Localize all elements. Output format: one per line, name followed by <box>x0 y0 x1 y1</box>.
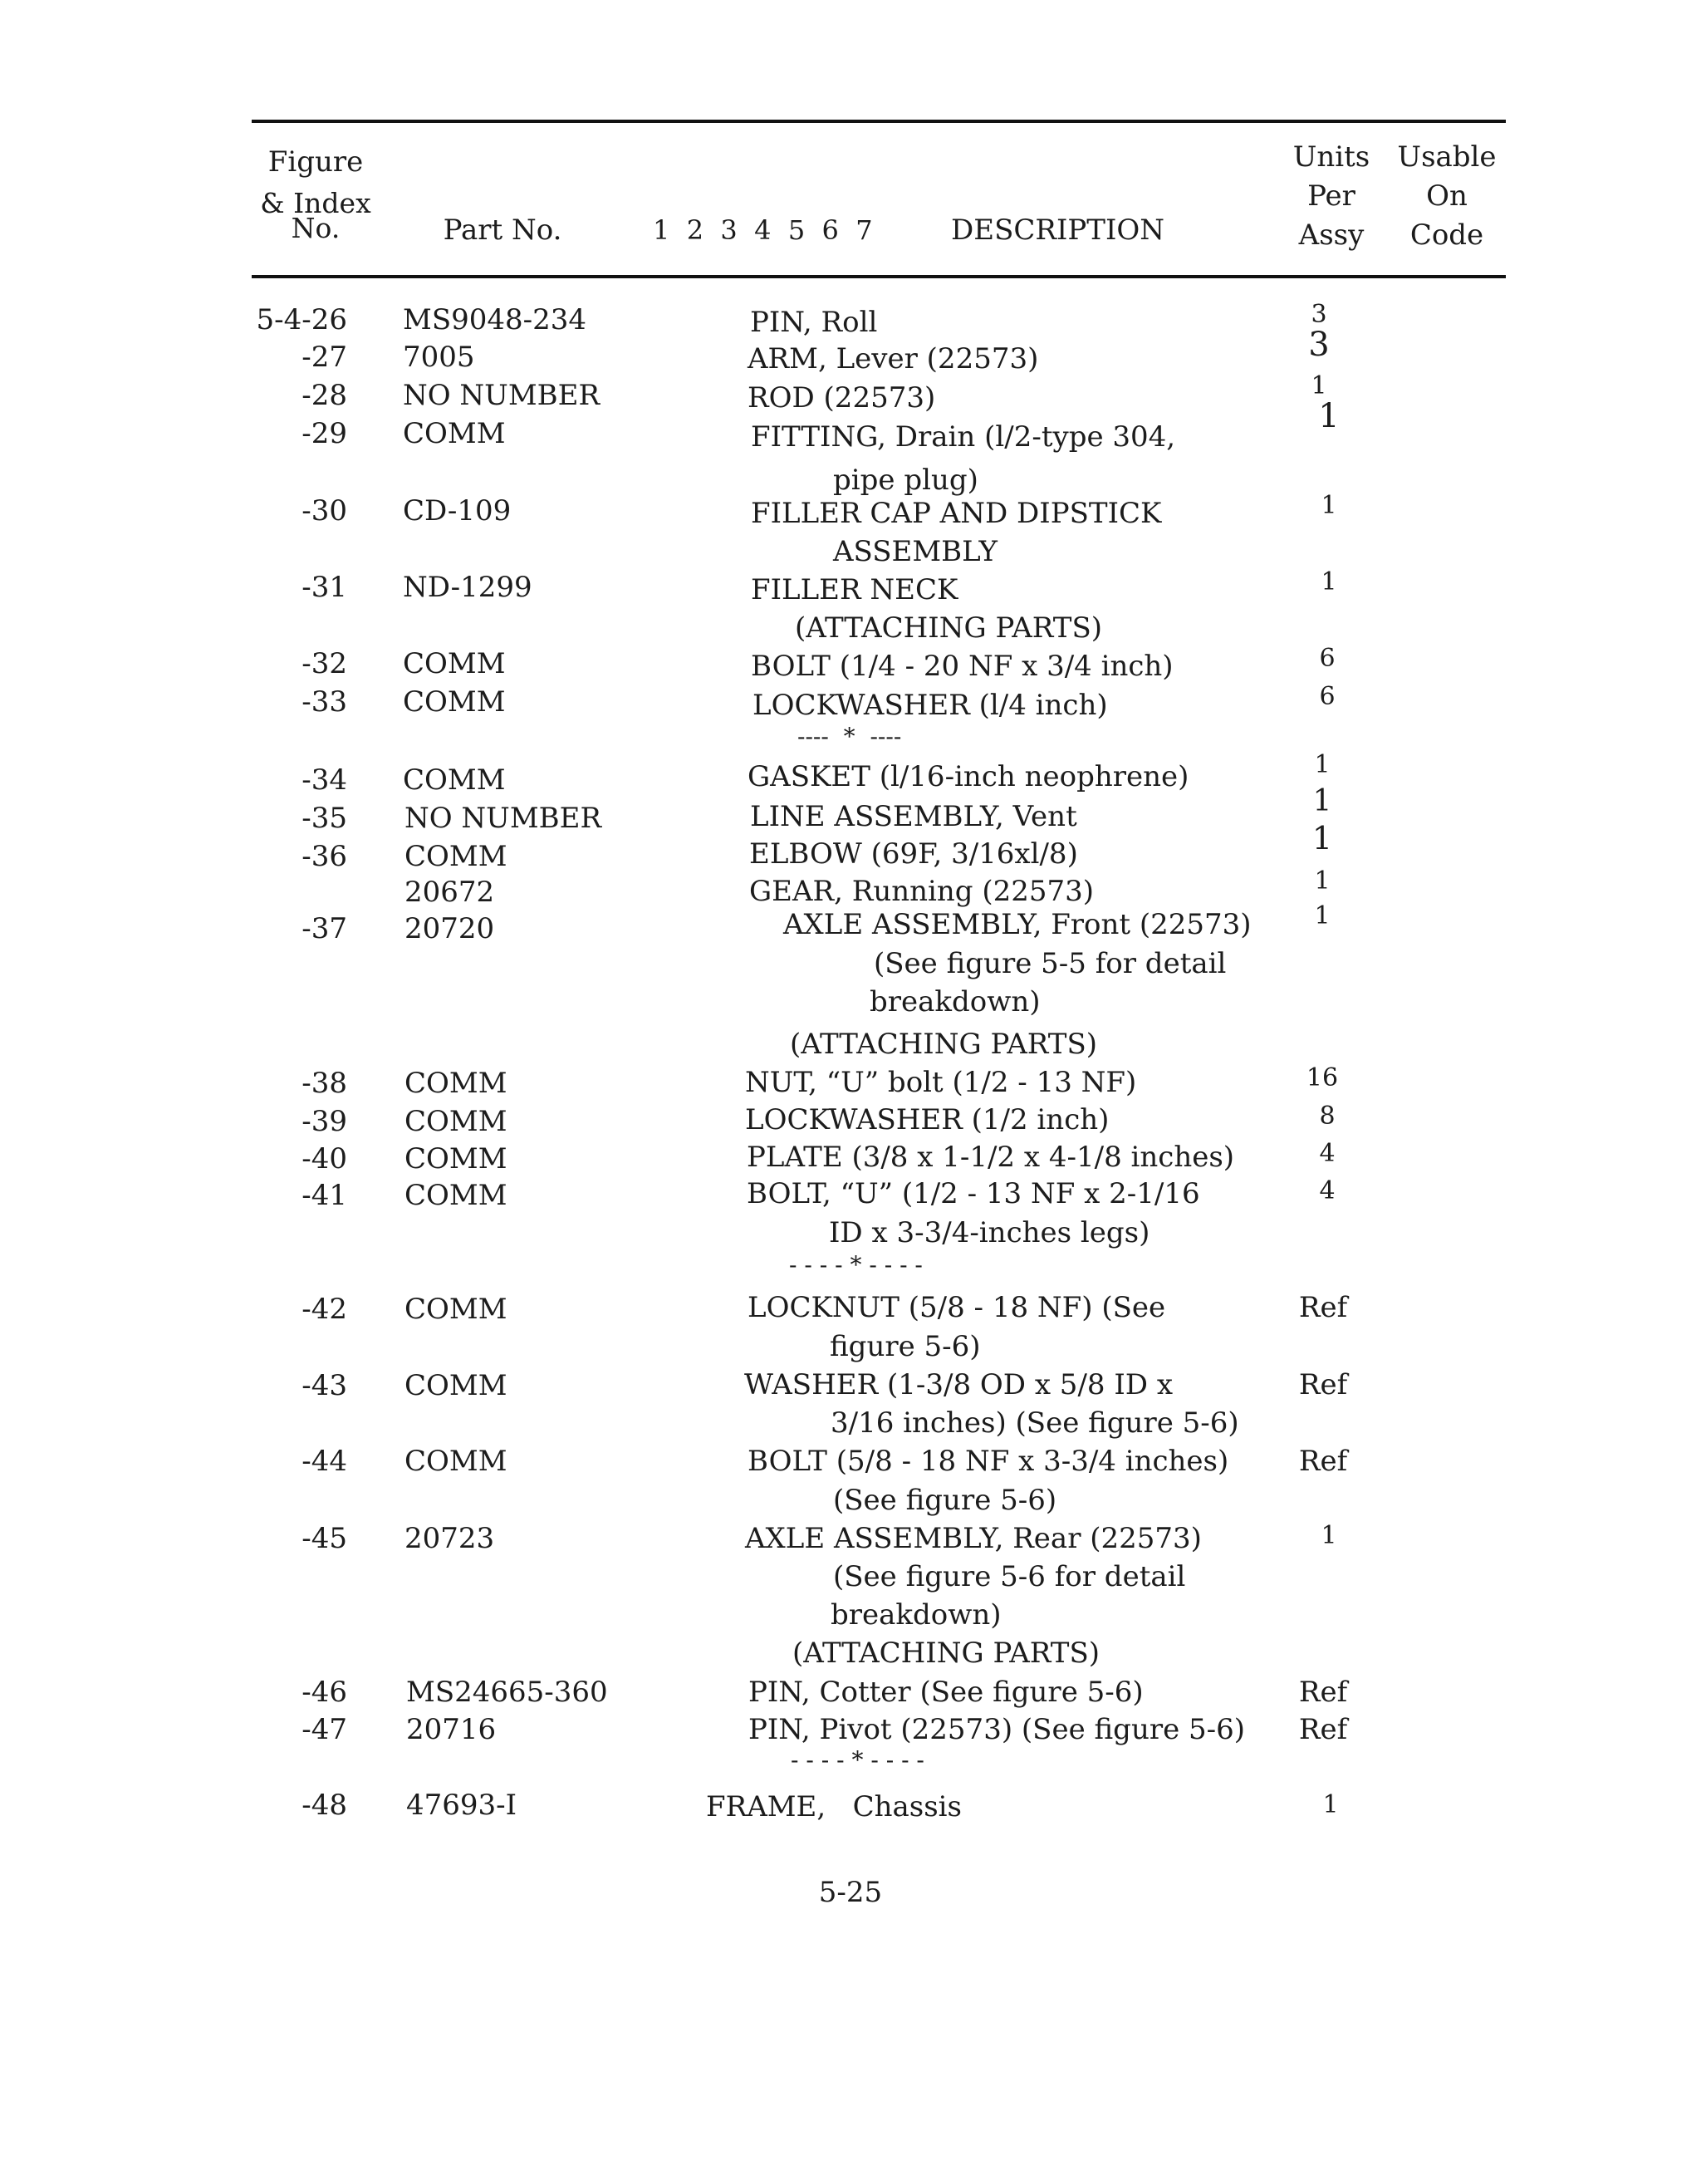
index-number: -40 <box>301 1142 347 1175</box>
units-per-assy: 16 <box>1306 1063 1339 1092</box>
part-number: MS9048-234 <box>403 303 587 336</box>
units-per-assy: 1 <box>1318 397 1340 435</box>
description: BOLT (1/4 - 20 NF x 3/4 inch) <box>751 650 1174 683</box>
index-number: -46 <box>301 1676 347 1709</box>
units-per-assy: 6 <box>1319 644 1336 673</box>
part-number: NO NUMBER <box>403 379 600 412</box>
index-number: -37 <box>301 912 347 945</box>
description-continuation: ID x 3-3/4-inches legs) <box>829 1216 1150 1249</box>
units-per-assy: 1 <box>1314 866 1331 896</box>
units-per-assy: Ref <box>1298 1445 1348 1478</box>
description: ELBOW (69F, 3/16xl/8) <box>749 837 1078 871</box>
description: WASHER (1-3/8 OD x 5/8 ID x <box>744 1368 1174 1401</box>
description: GEAR, Running (22573) <box>749 875 1095 908</box>
section-separator: - - - - * - - - - <box>791 1746 924 1774</box>
description: FRAME, Chassis <box>706 1790 963 1823</box>
section-separator: ---- * ---- <box>797 723 902 750</box>
index-number: -32 <box>301 647 347 680</box>
description-continuation: ASSEMBLY <box>833 535 998 568</box>
part-number: COMM <box>404 1293 507 1326</box>
units-per-assy: 1 <box>1321 567 1337 596</box>
figure-header: Figure <box>267 145 364 179</box>
index-number: -33 <box>301 685 347 719</box>
description-continuation: breakdown) <box>870 985 1041 1018</box>
index-number: -36 <box>301 840 347 873</box>
index-number: 5-4-26 <box>256 303 347 336</box>
index-number: -34 <box>301 763 347 797</box>
description: NUT, “U” bolt (1/2 - 13 NF) <box>745 1066 1137 1099</box>
units-per-assy: 1 <box>1312 784 1332 818</box>
units-per-assy: 1 <box>1321 491 1337 520</box>
description: BOLT (5/8 - 18 NF x 3-3/4 inches) <box>748 1445 1229 1478</box>
units-per-assy: Ref <box>1298 1368 1348 1401</box>
index-number: -38 <box>301 1067 347 1100</box>
index-number: -27 <box>301 341 347 374</box>
description-continuation: 3/16 inches) (See figure 5-6) <box>831 1406 1239 1440</box>
part-number: COMM <box>403 685 506 719</box>
index-number: -28 <box>301 379 347 412</box>
part-number: ND-1299 <box>403 571 532 604</box>
attaching-parts-note: (ATTACHING PARTS) <box>792 1637 1100 1670</box>
part-number: COMM <box>403 417 506 450</box>
index-number: -45 <box>301 1522 347 1555</box>
index-number: -30 <box>301 494 347 528</box>
units-per-assy: 6 <box>1319 682 1336 711</box>
part-number: CD-109 <box>403 494 512 528</box>
part-number: 7005 <box>403 341 475 374</box>
part-no-header: Part No. <box>443 213 562 247</box>
part-number: COMM <box>404 1142 507 1175</box>
index-number: -29 <box>301 417 347 450</box>
units-per-assy: Ref <box>1298 1676 1348 1709</box>
units-per-assy-header: Units Per Assy <box>1292 140 1370 252</box>
part-number: COMM <box>403 647 506 680</box>
description: ROD (22573) <box>748 381 936 415</box>
part-number: 20716 <box>406 1713 497 1746</box>
index-number: -44 <box>301 1445 347 1478</box>
index-number: -41 <box>301 1179 347 1212</box>
description: FITTING, Drain (l/2-type 304, <box>751 420 1176 454</box>
description-continuation: (See figure 5-6) <box>833 1484 1057 1517</box>
index-number: -48 <box>301 1789 347 1822</box>
page-number: 5-25 <box>818 1876 883 1909</box>
index-header: & Index No. <box>260 187 371 244</box>
description: AXLE ASSEMBLY, Front (22573) <box>783 908 1252 941</box>
description: ARM, Lever (22573) <box>748 342 1039 375</box>
attaching-parts-note: (ATTACHING PARTS) <box>795 611 1102 645</box>
units-per-assy: 3 <box>1308 326 1330 364</box>
header-top-rule <box>252 120 1506 123</box>
units-per-assy: 3 <box>1311 300 1327 329</box>
index-number: -47 <box>301 1713 347 1746</box>
section-separator: - - - - * - - - - <box>789 1251 923 1278</box>
description: PLATE (3/8 x 1-1/2 x 4-1/8 inches) <box>747 1141 1235 1174</box>
index-number: -42 <box>301 1293 347 1326</box>
part-number: COMM <box>404 840 507 873</box>
header-bottom-rule <box>252 275 1506 278</box>
units-per-assy: 1 <box>1311 371 1327 400</box>
part-number: COMM <box>404 1067 507 1100</box>
part-number: COMM <box>403 763 506 797</box>
description-header: DESCRIPTION <box>951 213 1165 247</box>
usable-on-code-header: Usable On Code <box>1397 140 1497 252</box>
description: LOCKWASHER (1/2 inch) <box>745 1103 1110 1136</box>
part-number: COMM <box>404 1105 507 1138</box>
index-number: -39 <box>301 1105 347 1138</box>
attaching-parts-note: (ATTACHING PARTS) <box>790 1028 1097 1061</box>
description: FILLER NECK <box>751 573 958 606</box>
description: PIN, Cotter (See figure 5-6) <box>748 1676 1144 1709</box>
units-per-assy: 4 <box>1319 1176 1336 1205</box>
part-number: 47693-I <box>406 1789 517 1822</box>
description: LOCKNUT (5/8 - 18 NF) (See <box>748 1291 1166 1324</box>
units-per-assy: Ref <box>1298 1713 1348 1746</box>
description: LINE ASSEMBLY, Vent <box>750 800 1077 833</box>
index-number: -31 <box>301 571 347 604</box>
part-number: COMM <box>404 1445 507 1478</box>
part-number: 20723 <box>404 1522 495 1555</box>
units-per-assy: Ref <box>1298 1291 1348 1324</box>
part-number: COMM <box>404 1369 507 1402</box>
units-per-assy: 1 <box>1321 1521 1337 1550</box>
units-per-assy: 1 <box>1322 1790 1339 1819</box>
units-per-assy: 1 <box>1314 901 1331 930</box>
description-continuation: figure 5-6) <box>830 1330 981 1363</box>
units-per-assy: 8 <box>1319 1102 1336 1131</box>
description: LOCKWASHER (l/4 inch) <box>752 689 1108 722</box>
description-continuation: breakdown) <box>831 1598 1002 1632</box>
description: FILLER CAP AND DIPSTICK <box>751 497 1162 530</box>
part-number: 20720 <box>404 912 495 945</box>
indent-levels-header: 1 2 3 4 5 6 7 <box>653 214 873 246</box>
index-number: -35 <box>301 802 347 835</box>
units-per-assy: 1 <box>1314 750 1331 779</box>
part-number: 20672 <box>404 876 495 909</box>
description: AXLE ASSEMBLY, Rear (22573) <box>745 1522 1202 1555</box>
index-number: -43 <box>301 1369 347 1402</box>
part-number: COMM <box>404 1179 507 1212</box>
description-continuation: pipe plug) <box>833 464 978 497</box>
description: PIN, Pivot (22573) (See figure 5-6) <box>748 1713 1246 1746</box>
units-per-assy: 1 <box>1311 820 1333 856</box>
description-continuation: (See figure 5-6 for detail <box>833 1560 1186 1593</box>
units-per-assy: 4 <box>1319 1139 1336 1168</box>
description: PIN, Roll <box>750 306 878 339</box>
part-number: MS24665-360 <box>406 1676 608 1709</box>
description-continuation: (See figure 5-5 for detail <box>874 947 1227 980</box>
part-number: NO NUMBER <box>404 802 602 835</box>
description: GASKET (l/16-inch neophrene) <box>748 760 1189 793</box>
description: BOLT, “U” (1/2 - 13 NF x 2-1/16 <box>747 1177 1200 1210</box>
